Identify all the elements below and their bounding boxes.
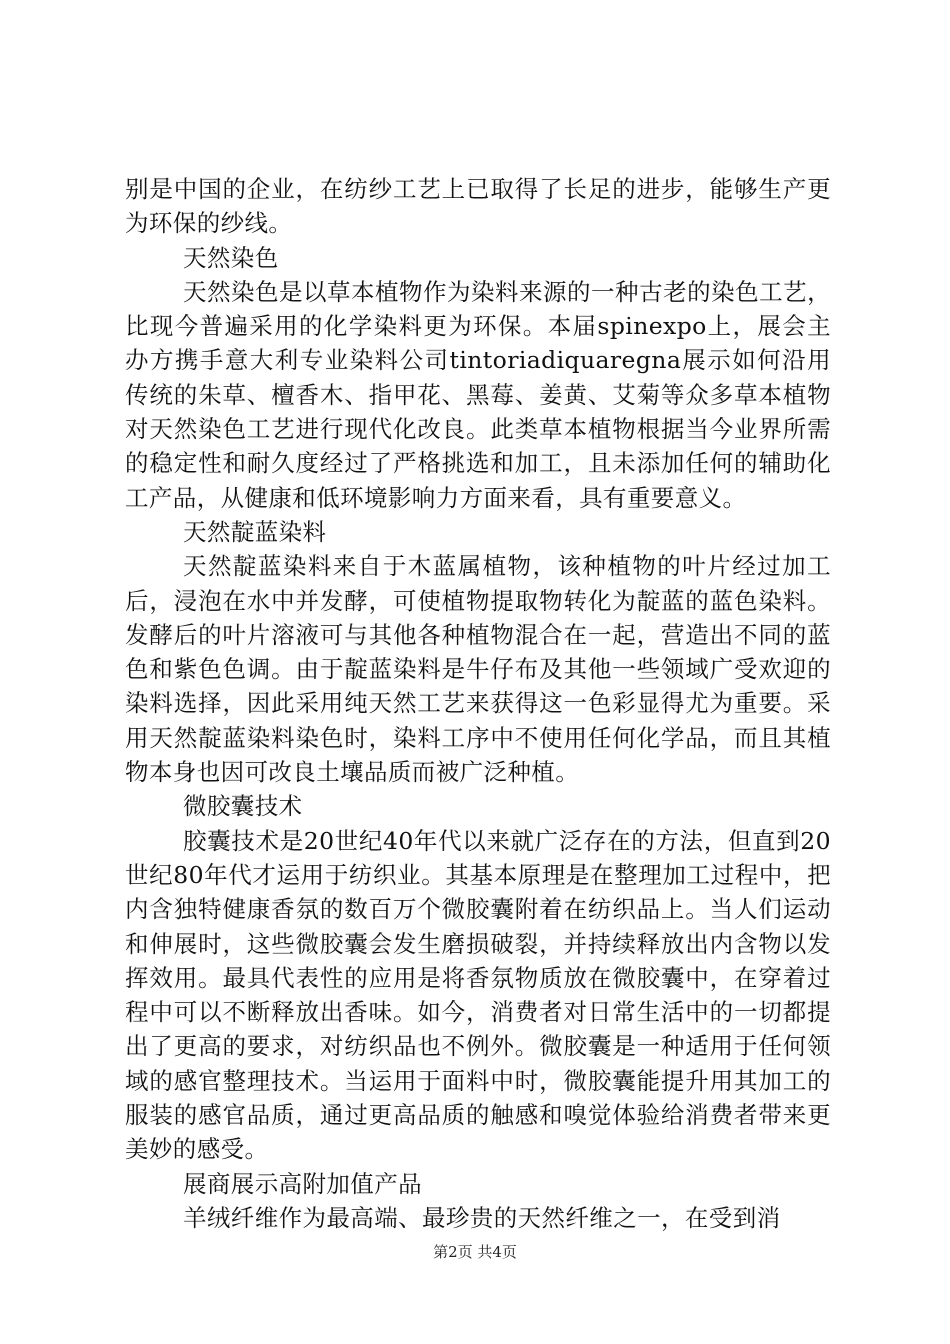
section-heading-exhibitors: 展商展示高附加值产品 bbox=[183, 1169, 422, 1198]
page-number-label: 第2页 共4页 bbox=[433, 1243, 517, 1261]
section-heading-natural-dyeing: 天然染色 bbox=[183, 243, 279, 272]
paragraph-continuation: 别是中国的企业，在纺纱工艺上已取得了长足的进步，能够生产更为环保的纱线。 bbox=[125, 175, 831, 238]
page-footer bbox=[0, 1242, 950, 1262]
section-heading-microcapsule: 微胶囊技术 bbox=[183, 792, 303, 821]
document-body bbox=[125, 172, 831, 1235]
section-heading-natural-indigo: 天然靛蓝染料 bbox=[183, 517, 327, 546]
paragraph-natural-indigo: 天然靛蓝染料来自于木蓝属植物，该种植物的叶片经过加工后，浸泡在水中并发酵，可使植物提取物转化为靛蓝的蓝色染料。发酵后的叶片溶液可与其他各种植物混合在一起，营造出不同的蓝色和紫色色调。由于靛蓝染料是牛仔布及其他一些领域广受欢迎的染料选择，因此采用纯天然工艺来获得这一色彩显得尤为重要。采用天然靛蓝染料染色时，染料工序中不使用任何化学品，而且其植物本身也因可改良土壤品质而被广泛种植。 bbox=[125, 552, 831, 787]
paragraph-cashmere: 羊绒纤维作为最高端、最珍贵的天然纤维之一，在受到消 bbox=[183, 1203, 781, 1232]
paragraph-microcapsule: 胶囊技术是20世纪40年代以来就广泛存在的方法，但直到20世纪80年代才运用于纺织业。其基本原理是在整理加工过程中，把内含独特健康香氛的数百万个微胶囊附着在纺织品上。当人们运动和伸展时，这些微胶囊会发生磨损破裂，并持续释放出内含物以发挥效用。最具代表性的应用是将香氛物质放在微胶囊中，在穿着过程中可以不断释放出香味。如今，消费者对日常生活中的一切都提出了更高的要求，对纺织品也不例外。微胶囊是一种适用于任何领域的感官整理技术。当运用于面料中时，微胶囊能提升用其加工的服装的感官品质，通过更高品质的触感和嗅觉体验给消费者带来更美妙的感受。 bbox=[125, 826, 831, 1164]
paragraph-natural-dyeing: 天然染色是以草本植物作为染料来源的一种古老的染色工艺，比现今普遍采用的化学染料更为环保。本届spinexpo上，展会主办方携手意大利专业染料公司tintoriadiquaregna展示如何沿用传统的朱草、檀香木、指甲花、黑莓、姜黄、艾菊等众多草本植物对天然染色工艺进行现代化改良。此类草本植物根据当今业界所需的稳定性和耐久度经过了严格挑选和加工，且未添加任何的辅助化工产品，从健康和低环境影响力方面来看，具有重要意义。 bbox=[125, 277, 831, 512]
